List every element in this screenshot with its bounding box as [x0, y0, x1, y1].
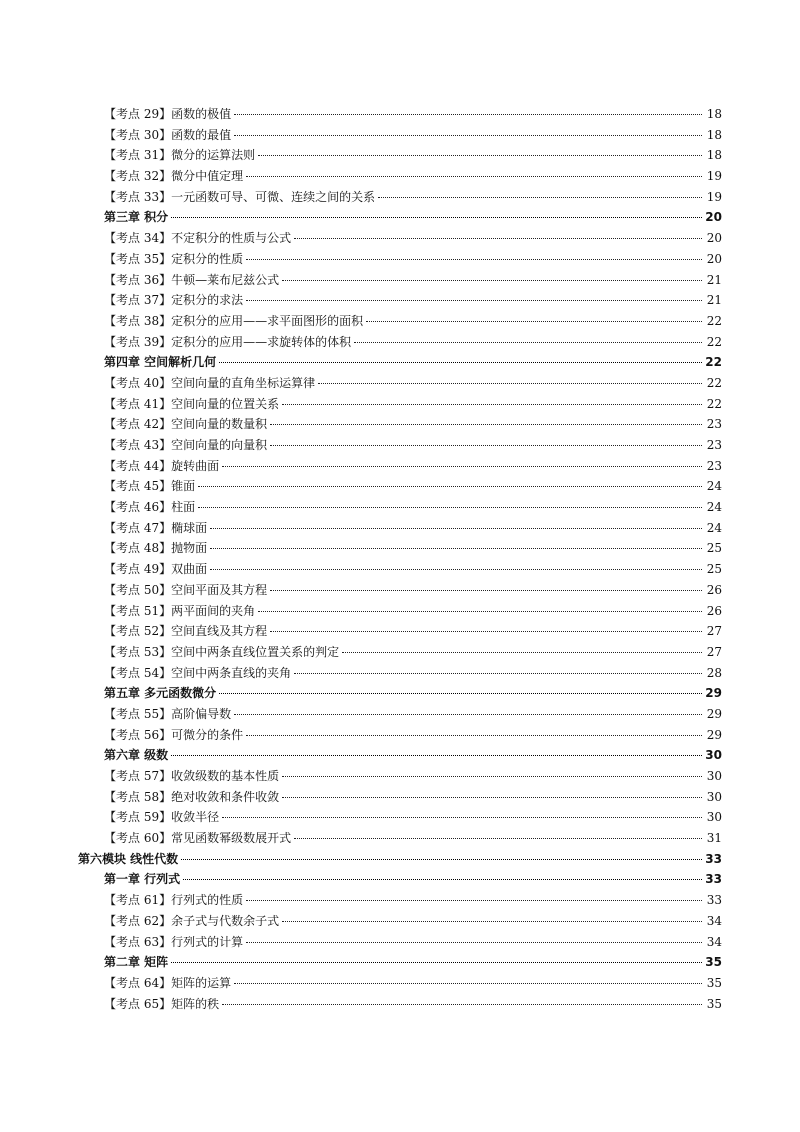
toc-entry-point[interactable]	[0, 601, 800, 622]
toc-entry-page-number: 25	[706, 541, 722, 556]
toc-entry-page-number: 22	[706, 313, 722, 328]
toc-entry-title: 第二章 矩阵	[104, 955, 169, 970]
dot-leader	[171, 962, 702, 963]
toc-entry-title: 【考点 40】空间向量的直角坐标运算律	[104, 375, 316, 390]
toc-entry-title: 【考点 57】收敛级数的基本性质	[104, 769, 280, 783]
dot-leader	[246, 176, 702, 177]
toc-entry-page-number: 22	[706, 334, 722, 349]
toc-entry-page-number: 28	[706, 665, 722, 680]
table-of-contents	[0, 104, 800, 1014]
toc-entry-point[interactable]	[0, 311, 800, 332]
toc-entry-page-number: 25	[706, 562, 722, 577]
toc-entry-title: 【考点 32】微分中值定理	[104, 169, 244, 184]
dot-leader	[258, 155, 702, 156]
toc-entry-page-number: 33	[705, 872, 722, 887]
toc-entry-page-number: 30	[706, 769, 722, 783]
toc-entry-title: 【考点 56】可微分的条件	[104, 727, 244, 742]
dot-leader	[210, 548, 702, 549]
toc-entry-point[interactable]	[0, 766, 800, 787]
toc-entry-page-number: 20	[706, 231, 722, 246]
toc-entry-title: 【考点 62】余子式与代数余子式	[104, 913, 280, 928]
dot-leader	[234, 135, 702, 136]
toc-entry-chapter[interactable]	[0, 352, 800, 373]
toc-entry-title: 【考点 31】微分的运算法则	[104, 148, 256, 163]
toc-entry-point[interactable]	[0, 911, 800, 932]
toc-entry-title: 第四章 空间解析几何	[104, 355, 217, 370]
dot-leader	[270, 631, 702, 632]
dot-leader	[246, 735, 702, 736]
toc-entry-page-number: 29	[706, 706, 722, 721]
toc-entry-title: 第一章 行列式	[104, 872, 181, 887]
toc-entry-point[interactable]	[0, 828, 800, 849]
toc-entry-page-number: 20	[705, 210, 722, 225]
toc-entry-title: 【考点 52】空间直线及其方程	[104, 624, 268, 639]
toc-entry-page-number: 18	[706, 127, 722, 142]
toc-entry-page-number: 23	[706, 458, 722, 473]
toc-entry-page-number: 22	[705, 355, 722, 370]
toc-entry-title: 【考点 43】空间向量的向量积	[104, 438, 268, 452]
toc-entry-title: 【考点 44】旋转曲面	[104, 458, 220, 473]
dot-leader	[198, 507, 702, 508]
toc-entry-point[interactable]	[0, 394, 800, 415]
toc-entry-page-number: 18	[706, 107, 722, 121]
dot-leader	[219, 362, 702, 363]
toc-entry-point[interactable]	[0, 332, 800, 353]
toc-entry-page-number: 19	[706, 189, 722, 204]
dot-leader	[282, 921, 702, 922]
dot-leader	[246, 259, 702, 260]
dot-leader	[342, 652, 702, 653]
toc-entry-point[interactable]	[0, 559, 800, 580]
toc-entry-point[interactable]	[0, 787, 800, 808]
toc-entry-title: 【考点 61】行列式的性质	[104, 893, 244, 908]
dot-leader	[210, 528, 702, 529]
toc-entry-point[interactable]	[0, 373, 800, 394]
toc-entry-title: 【考点 53】空间中两条直线位置关系的判定	[104, 644, 340, 659]
toc-entry-title: 【考点 64】矩阵的运算	[104, 975, 232, 990]
toc-entry-chapter[interactable]	[0, 207, 800, 228]
toc-entry-page-number: 35	[706, 975, 722, 990]
dot-leader	[171, 217, 702, 218]
dot-leader	[258, 611, 702, 612]
toc-entry-title: 【考点 63】行列式的计算	[104, 934, 244, 949]
dot-leader	[181, 859, 702, 860]
dot-leader	[183, 879, 702, 880]
toc-entry-page-number: 18	[706, 148, 722, 163]
toc-entry-page-number: 33	[705, 851, 722, 866]
toc-entry-page-number: 21	[706, 293, 722, 308]
toc-entry-page-number: 30	[706, 789, 722, 804]
dot-leader	[282, 280, 702, 281]
toc-entry-page-number: 26	[706, 582, 722, 597]
toc-entry-title: 【考点 29】函数的极值	[104, 107, 232, 121]
toc-entry-point[interactable]	[0, 725, 800, 746]
toc-entry-title: 【考点 34】不定积分的性质与公式	[104, 231, 292, 246]
toc-entry-title: 【考点 42】空间向量的数量积	[104, 417, 268, 432]
toc-entry-page-number: 23	[706, 438, 722, 452]
dot-leader	[246, 942, 702, 943]
toc-entry-title: 【考点 65】矩阵的秩	[104, 996, 220, 1011]
toc-entry-point[interactable]	[0, 228, 800, 249]
toc-entry-title: 【考点 39】定积分的应用——求旋转体的体积	[104, 334, 352, 349]
toc-entry-point[interactable]	[0, 249, 800, 270]
toc-entry-page-number: 31	[706, 831, 722, 846]
toc-entry-title: 【考点 41】空间向量的位置关系	[104, 396, 280, 411]
toc-entry-point[interactable]	[0, 580, 800, 601]
dot-leader	[222, 466, 702, 467]
toc-entry-page-number: 33	[706, 893, 722, 908]
dot-leader	[318, 383, 702, 384]
toc-entry-chapter[interactable]	[0, 869, 800, 890]
toc-entry-chapter[interactable]	[0, 952, 800, 973]
dot-leader	[282, 776, 702, 777]
toc-entry-point[interactable]	[0, 621, 800, 642]
dot-leader	[378, 197, 702, 198]
dot-leader	[246, 900, 702, 901]
toc-entry-title: 【考点 59】收敛半径	[104, 810, 220, 825]
toc-entry-point[interactable]	[0, 890, 800, 911]
toc-entry-title: 【考点 36】牛顿—莱布尼兹公式	[104, 272, 280, 287]
toc-entry-title: 【考点 35】定积分的性质	[104, 251, 244, 266]
toc-entry-point[interactable]	[0, 125, 800, 146]
toc-entry-point[interactable]	[0, 290, 800, 311]
toc-entry-point[interactable]	[0, 642, 800, 663]
dot-leader	[222, 1004, 702, 1005]
dot-leader	[282, 404, 702, 405]
dot-leader	[270, 424, 702, 425]
toc-entry-title: 【考点 30】函数的最值	[104, 127, 232, 142]
toc-entry-module[interactable]	[0, 849, 800, 870]
toc-entry-point[interactable]	[0, 807, 800, 828]
toc-entry-point[interactable]	[0, 104, 800, 125]
toc-entry-page-number: 35	[705, 955, 722, 970]
toc-entry-title: 【考点 48】抛物面	[104, 541, 208, 556]
dot-leader	[270, 445, 702, 446]
toc-entry-title: 第三章 积分	[104, 210, 169, 225]
dot-leader	[294, 838, 702, 839]
toc-entry-page-number: 34	[706, 913, 722, 928]
toc-entry-point[interactable]	[0, 435, 800, 456]
toc-entry-title: 【考点 38】定积分的应用——求平面图形的面积	[104, 313, 364, 328]
toc-entry-point[interactable]	[0, 973, 800, 994]
toc-entry-page-number: 23	[706, 417, 722, 432]
toc-entry-title: 【考点 55】高阶偏导数	[104, 706, 232, 721]
dot-leader	[270, 590, 702, 591]
toc-entry-title: 【考点 46】柱面	[104, 500, 196, 515]
toc-entry-page-number: 30	[705, 748, 722, 763]
dot-leader	[222, 817, 702, 818]
toc-entry-page-number: 27	[706, 624, 722, 639]
toc-entry-page-number: 27	[706, 644, 722, 659]
toc-entry-page-number: 22	[706, 396, 722, 411]
toc-entry-page-number: 22	[706, 375, 722, 390]
toc-entry-title: 【考点 47】椭球面	[104, 520, 208, 535]
toc-entry-point[interactable]	[0, 476, 800, 497]
toc-entry-page-number: 24	[706, 500, 722, 515]
toc-entry-page-number: 29	[705, 686, 722, 701]
toc-entry-page-number: 29	[706, 727, 722, 742]
toc-entry-point[interactable]	[0, 994, 800, 1015]
toc-entry-point[interactable]	[0, 166, 800, 187]
toc-entry-point[interactable]	[0, 145, 800, 166]
toc-entry-title: 【考点 50】空间平面及其方程	[104, 582, 268, 597]
toc-entry-title: 【考点 49】双曲面	[104, 562, 208, 577]
toc-entry-point[interactable]	[0, 456, 800, 477]
dot-leader	[294, 238, 702, 239]
dot-leader	[354, 342, 702, 343]
dot-leader	[234, 714, 702, 715]
toc-entry-chapter[interactable]	[0, 745, 800, 766]
dot-leader	[246, 300, 702, 301]
dot-leader	[171, 755, 702, 756]
dot-leader	[234, 983, 702, 984]
toc-entry-point[interactable]	[0, 270, 800, 291]
toc-entry-point[interactable]	[0, 187, 800, 208]
toc-entry-page-number: 34	[706, 934, 722, 949]
toc-entry-page-number: 24	[706, 520, 722, 535]
toc-entry-title: 【考点 33】一元函数可导、可微、连续之间的关系	[104, 189, 376, 204]
toc-entry-point[interactable]	[0, 497, 800, 518]
toc-entry-page-number: 30	[706, 810, 722, 825]
toc-entry-point[interactable]	[0, 414, 800, 435]
dot-leader	[210, 569, 702, 570]
toc-entry-title: 【考点 60】常见函数幂级数展开式	[104, 831, 292, 846]
toc-entry-point[interactable]	[0, 663, 800, 684]
toc-entry-title: 第五章 多元函数微分	[104, 686, 217, 701]
toc-entry-chapter[interactable]	[0, 683, 800, 704]
dot-leader	[234, 114, 702, 115]
toc-entry-title: 【考点 51】两平面间的夹角	[104, 603, 256, 618]
toc-entry-title: 【考点 45】锥面	[104, 479, 196, 494]
toc-entry-page-number: 21	[706, 272, 722, 287]
dot-leader	[282, 797, 702, 798]
toc-entry-point[interactable]	[0, 704, 800, 725]
dot-leader	[219, 693, 702, 694]
dot-leader	[294, 673, 702, 674]
toc-entry-point[interactable]	[0, 518, 800, 539]
toc-entry-point[interactable]	[0, 538, 800, 559]
toc-entry-title: 【考点 54】空间中两条直线的夹角	[104, 665, 292, 680]
toc-entry-page-number: 24	[706, 479, 722, 494]
toc-entry-title: 【考点 37】定积分的求法	[104, 293, 244, 308]
dot-leader	[366, 321, 702, 322]
toc-entry-title: 第六模块 线性代数	[78, 851, 179, 866]
toc-entry-point[interactable]	[0, 932, 800, 953]
toc-entry-page-number: 19	[706, 169, 722, 184]
dot-leader	[198, 486, 702, 487]
toc-entry-page-number: 26	[706, 603, 722, 618]
toc-entry-title: 【考点 58】绝对收敛和条件收敛	[104, 789, 280, 804]
toc-entry-title: 第六章 级数	[104, 748, 169, 763]
toc-entry-page-number: 35	[706, 996, 722, 1011]
toc-entry-page-number: 20	[706, 251, 722, 266]
